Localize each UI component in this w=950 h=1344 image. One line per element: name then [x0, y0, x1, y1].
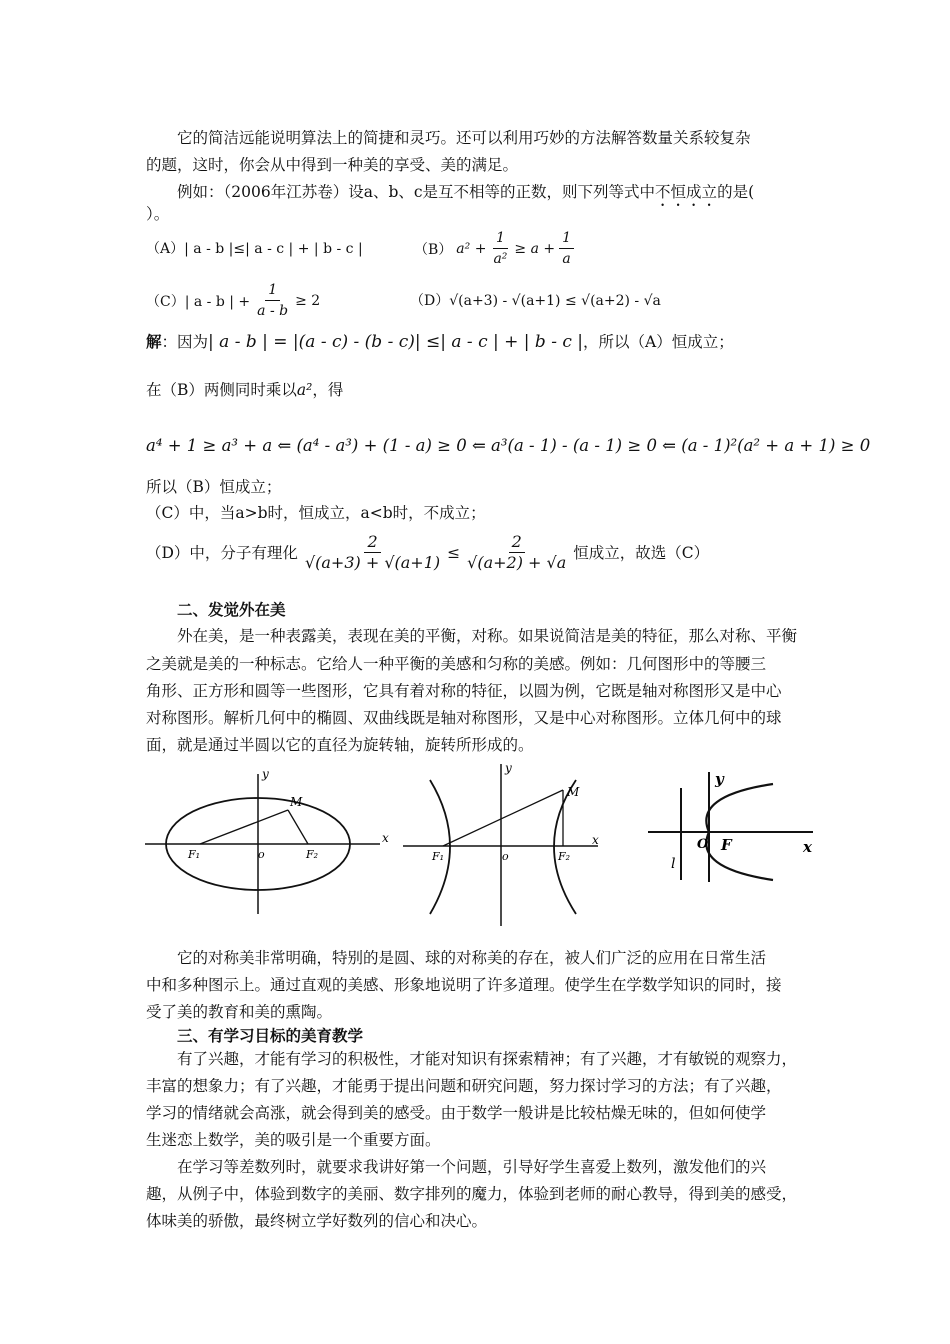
section-3-p2-line-1: 在学习等差数列时，就要求我讲好第一个问题，引导好学生喜爱上数列，激发他们的兴	[177, 1158, 767, 1176]
ellipse-f1-label: F₁	[188, 848, 201, 861]
option-a: （A）| a - b |≤| a - c | + | b - c |	[146, 241, 363, 257]
parabola-l-label: l	[671, 856, 676, 872]
intro-line-1: 它的简洁远能说明算法上的简捷和灵巧。还可以利用巧妙的方法解答数量关系较复杂	[177, 129, 751, 147]
intro-line-2: 的题，这时，你会从中得到一种美的享受、美的满足。	[146, 156, 519, 174]
option-c-label: （C）| a - b | +	[146, 293, 251, 310]
emphasized-text: 不恒成立	[655, 183, 718, 201]
section-3-p2-line-3: 体味美的骄傲，最终树立学好数列的信心和决心。	[146, 1212, 488, 1230]
hyperbola-origin-label: o	[502, 850, 509, 863]
solution-math-2: a²	[296, 381, 313, 399]
example-text: 例如：（2006年江苏卷）设a、b、c是互不相等的正数，则下列等式中	[177, 183, 656, 201]
ellipse-m-label: M	[290, 795, 303, 809]
example-text-end: 的是(	[717, 183, 755, 201]
ellipse-x-label: x	[382, 831, 389, 845]
section-3-p1-line-4: 生迷恋上数学，美的吸引是一个重要方面。	[146, 1131, 441, 1149]
section-2-line-2: 之美就是美的一种标志。它给人一种平衡的美感和匀称的美感。例如：几何图形中的等腰三	[146, 655, 767, 673]
option-c-tail: ≥ 2	[295, 292, 321, 309]
ellipse-f2-label: F₂	[306, 848, 319, 861]
example-line-2: ）。	[146, 205, 170, 223]
solution-frac-1: $\frac{2}{√(a+3) + √(a+1)}$	[304, 532, 441, 572]
ellipse-y-label: y	[262, 767, 269, 781]
solution-line-5: （C）中，当a>b时，恒成立，a<b时，不成立；	[146, 504, 486, 522]
option-b-mid: ≥ a +	[514, 240, 556, 257]
after-figures-line-3: 受了美的教育和美的熏陶。	[146, 1003, 333, 1021]
after-figures-line-2: 中和多种图示上。通过直观的美感、形象地说明了许多道理。使学生在学数学知识的同时，接	[146, 976, 782, 994]
option-c	[146, 280, 320, 321]
section-3-p2-line-2: 趣，从例子中，体验到数字的美丽、数字排列的魔力，体验到老师的耐心教导，得到美的感受，	[146, 1185, 798, 1203]
section-3-p1-line-2: 丰富的想象力；有了兴趣，才能勇于提出问题和研究问题，努力探讨学习的方法；有了兴趣，	[146, 1077, 782, 1095]
parabola-origin-label: O	[697, 837, 709, 852]
solution-line-1: 解：因为| a - b | = |(a - c) - (b - c)| ≤| a - c | + | b - c |，所以（A）恒成立；	[146, 332, 734, 352]
solution-line-6: （D）中，分子有理化 $\frac{2}{√(a+3) + √(a+1)}$ ≤ $\frac{2}{√(a+2) + √a}$ 恒成立，故选（C）	[146, 532, 710, 572]
option-b-frac1: $\frac{1}{\text{a²}}$	[493, 230, 508, 267]
hyperbola-x-label: x	[592, 833, 599, 847]
parabola-x-label: x	[803, 838, 812, 856]
section-3-p1-line-3: 学习的情绪就会高涨，就会得到美的感受。由于数学一般讲是比较枯燥无味的，但如何使学	[146, 1104, 767, 1122]
after-figures-line-1: 它的对称美非常明确，特别的是圆、球的对称美的存在，被人们广泛的应用在日常生活	[177, 949, 767, 967]
section-2-line-5: 面，就是通过半圆以它的直径为旋转轴，旋转所形成的。	[146, 736, 534, 754]
option-b-frac2: $\frac{1}{a}$	[559, 228, 574, 269]
parabola-y-label: y	[715, 770, 724, 788]
solution-line-4: 所以（B）恒成立；	[146, 478, 282, 496]
hyperbola-f2-label: F₂	[558, 850, 571, 863]
parabola-f-label: F	[721, 836, 732, 854]
ellipse-origin-label: o	[258, 848, 265, 861]
option-b-label: （B）	[414, 241, 453, 258]
option-b	[414, 228, 574, 269]
ellipse-figure	[140, 762, 390, 922]
solution-frac-2: $\frac{2}{√(a+2) + √a}$	[467, 532, 567, 572]
option-d: （D）√(a+3) - √(a+1) ≤ √(a+2) - √a	[410, 293, 661, 309]
solution-math-1: | a - b | = |(a - c) - (b - c)| ≤| a - c | + | b - c |	[208, 332, 584, 352]
section-3-heading: 三、有学习目标的美育教学	[177, 1026, 364, 1045]
section-2-line-4: 对称图形。解析几何中的椭圆、双曲线既是轴对称图形，又是中心对称图形。立体几何中的球	[146, 709, 782, 727]
hyperbola-y-label: y	[505, 761, 512, 775]
example-line	[177, 178, 754, 210]
hyperbola-figure	[398, 758, 608, 930]
section-2-heading: 二、发觉外在美	[177, 600, 286, 619]
section-3-p1-line-1: 有了兴趣，才能有学习的积极性，才能对知识有探索精神；有了兴趣，才有敏锐的观察力，	[177, 1050, 798, 1068]
solution-label: 解	[146, 332, 162, 351]
section-2-line-1: 外在美，是一种表露美，表现在美的平衡，对称。如果说简洁是美的特征，那么对称、平衡	[177, 627, 798, 645]
option-c-frac: $\frac{1}{a - b}$	[257, 282, 289, 319]
option-b-left: a² +	[456, 240, 487, 257]
section-2-line-3: 角形、正方形和圆等一些图形，它具有着对称的特征，以圆为例，它既是轴对称图形又是中心	[146, 682, 782, 700]
solution-equation: a⁴ + 1 ≥ a³ + a ⇐ (a⁴ - a³) + (1 - a) ≥ 0 ⇐ a³(a - 1) - (a - 1) ≥ 0 ⇐ (a - 1)²(a² + a + 1) ≥ 0	[146, 436, 871, 455]
hyperbola-m-label: M	[567, 785, 580, 799]
hyperbola-f1-label: F₁	[432, 850, 445, 863]
parabola-figure	[643, 768, 823, 888]
solution-line-2: 在（B）两侧同时乘以a²，得	[146, 381, 344, 399]
